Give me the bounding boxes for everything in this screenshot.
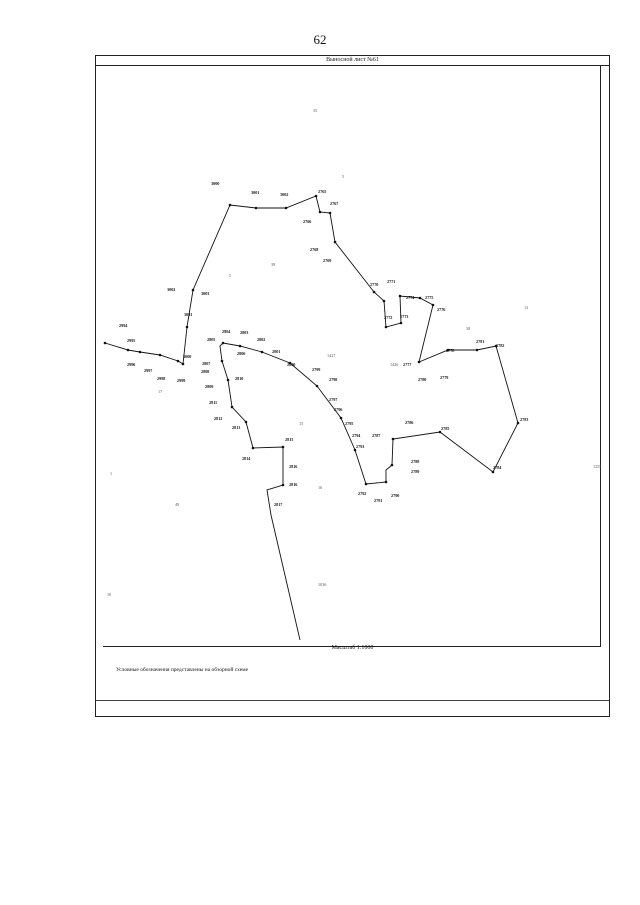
svg-text:38: 38 [466,326,471,331]
svg-text:17: 17 [158,389,163,394]
label-3000: 3001 [184,312,193,317]
label-2786: 2786 [405,420,414,425]
label-3001: 3000 [183,354,192,359]
label-2807: 2807 [202,361,211,366]
label-2777: 2777 [403,362,412,367]
sheet-title: Выносной лист №61 [96,56,609,66]
label-2800: 2800 [287,362,296,367]
scale-label: Масштаб 1:1000 [331,645,374,651]
area-labels [107,108,601,597]
label-2770: 2770 [370,282,379,287]
svg-text:13: 13 [524,305,529,310]
svg-text:49: 49 [175,502,180,507]
label-2780: 2780 [418,377,427,382]
label-2809: 2809 [205,384,214,389]
label-2797: 2797 [329,397,338,402]
label-2767: 2767 [330,201,339,206]
boundary-line-north [183,196,518,640]
label-2808: 2808 [201,369,210,374]
page-number: 62 [313,32,327,47]
label-2768: 2768 [310,247,319,252]
svg-text:1255: 1255 [593,464,602,469]
svg-text:1036: 1036 [318,582,327,587]
label-2806: 2806 [237,351,246,356]
svg-text:16: 16 [318,485,323,490]
label-2816b: 2816 [289,482,298,487]
svg-text:15: 15 [299,421,304,426]
label-2805: 2805 [207,337,216,342]
svg-text:35: 35 [313,108,318,113]
label-2998: 2998 [157,376,166,381]
label-3003: 3003 [201,291,210,296]
label-2791: 2791 [374,498,383,503]
label-2794: 2794 [352,433,361,438]
point-labels [119,181,528,507]
svg-text:1426: 1426 [390,362,399,367]
label-2996: 2996 [127,362,136,367]
label-3002: 3002 [167,287,176,292]
label-2789: 2789 [411,469,420,474]
label-2784: 2784 [493,465,502,470]
label-3005: 3001 [251,190,260,195]
label-2783: 2783 [520,417,529,422]
label-2798: 2798 [329,377,338,382]
label-2799: 2799 [312,367,321,372]
legend-note: Условные обозначения представлены на обзорной схеме [116,667,249,673]
svg-text:1427: 1427 [327,353,336,358]
label-2810: 2810 [235,376,244,381]
label-2778: 2778 [446,348,455,353]
label-2804: 2804 [222,329,231,334]
label-2792: 2792 [358,491,367,496]
label-2817: 2817 [274,502,283,507]
label-2785: 2785 [441,426,450,431]
label-2795: 2795 [345,421,354,426]
label-2776: 2776 [437,307,446,312]
label-2997: 2997 [144,368,153,373]
label-2773: 2773 [400,314,409,319]
svg-text:39: 39 [271,262,276,267]
label-2812: 2812 [214,416,223,421]
boundary-line-west [105,343,183,364]
label-2793: 2793 [356,444,365,449]
label-2999: 2999 [177,378,186,383]
label-2802: 2802 [257,337,266,342]
label-2782: 2782 [496,343,505,348]
label-2811: 2811 [209,400,218,405]
label-2769: 2769 [323,258,332,263]
label-2775: 2775 [425,295,434,300]
svg-text:1: 1 [110,471,113,476]
svg-text:10: 10 [107,592,112,597]
label-2765: 2765 [318,189,327,194]
svg-text:5: 5 [342,174,345,179]
label-2790: 2790 [391,493,400,498]
label-2796: 2796 [334,407,343,412]
label-2803: 2803 [240,330,249,335]
label-2816: 2816 [289,464,298,469]
label-2787: 2787 [372,433,381,438]
label-2814: 2814 [242,456,251,461]
label-2774: 2774 [406,295,415,300]
label-2788: 2788 [411,459,420,464]
label-2801: 2801 [272,349,281,354]
boundary-point-markers [104,195,520,487]
label-2772: 2772 [384,315,393,320]
label-2766: 2766 [303,219,312,224]
label-2994: 2994 [119,323,128,328]
label-2781: 2781 [476,339,485,344]
label-2779: 2779 [440,375,449,380]
label-2815: 2815 [285,437,294,442]
label-3004: 3000 [211,181,220,186]
svg-text:5: 5 [229,273,232,278]
label-2813: 2813 [232,425,241,430]
label-2771: 2771 [387,279,396,284]
label-3006: 3002 [280,192,289,197]
label-2995: 2995 [127,338,136,343]
